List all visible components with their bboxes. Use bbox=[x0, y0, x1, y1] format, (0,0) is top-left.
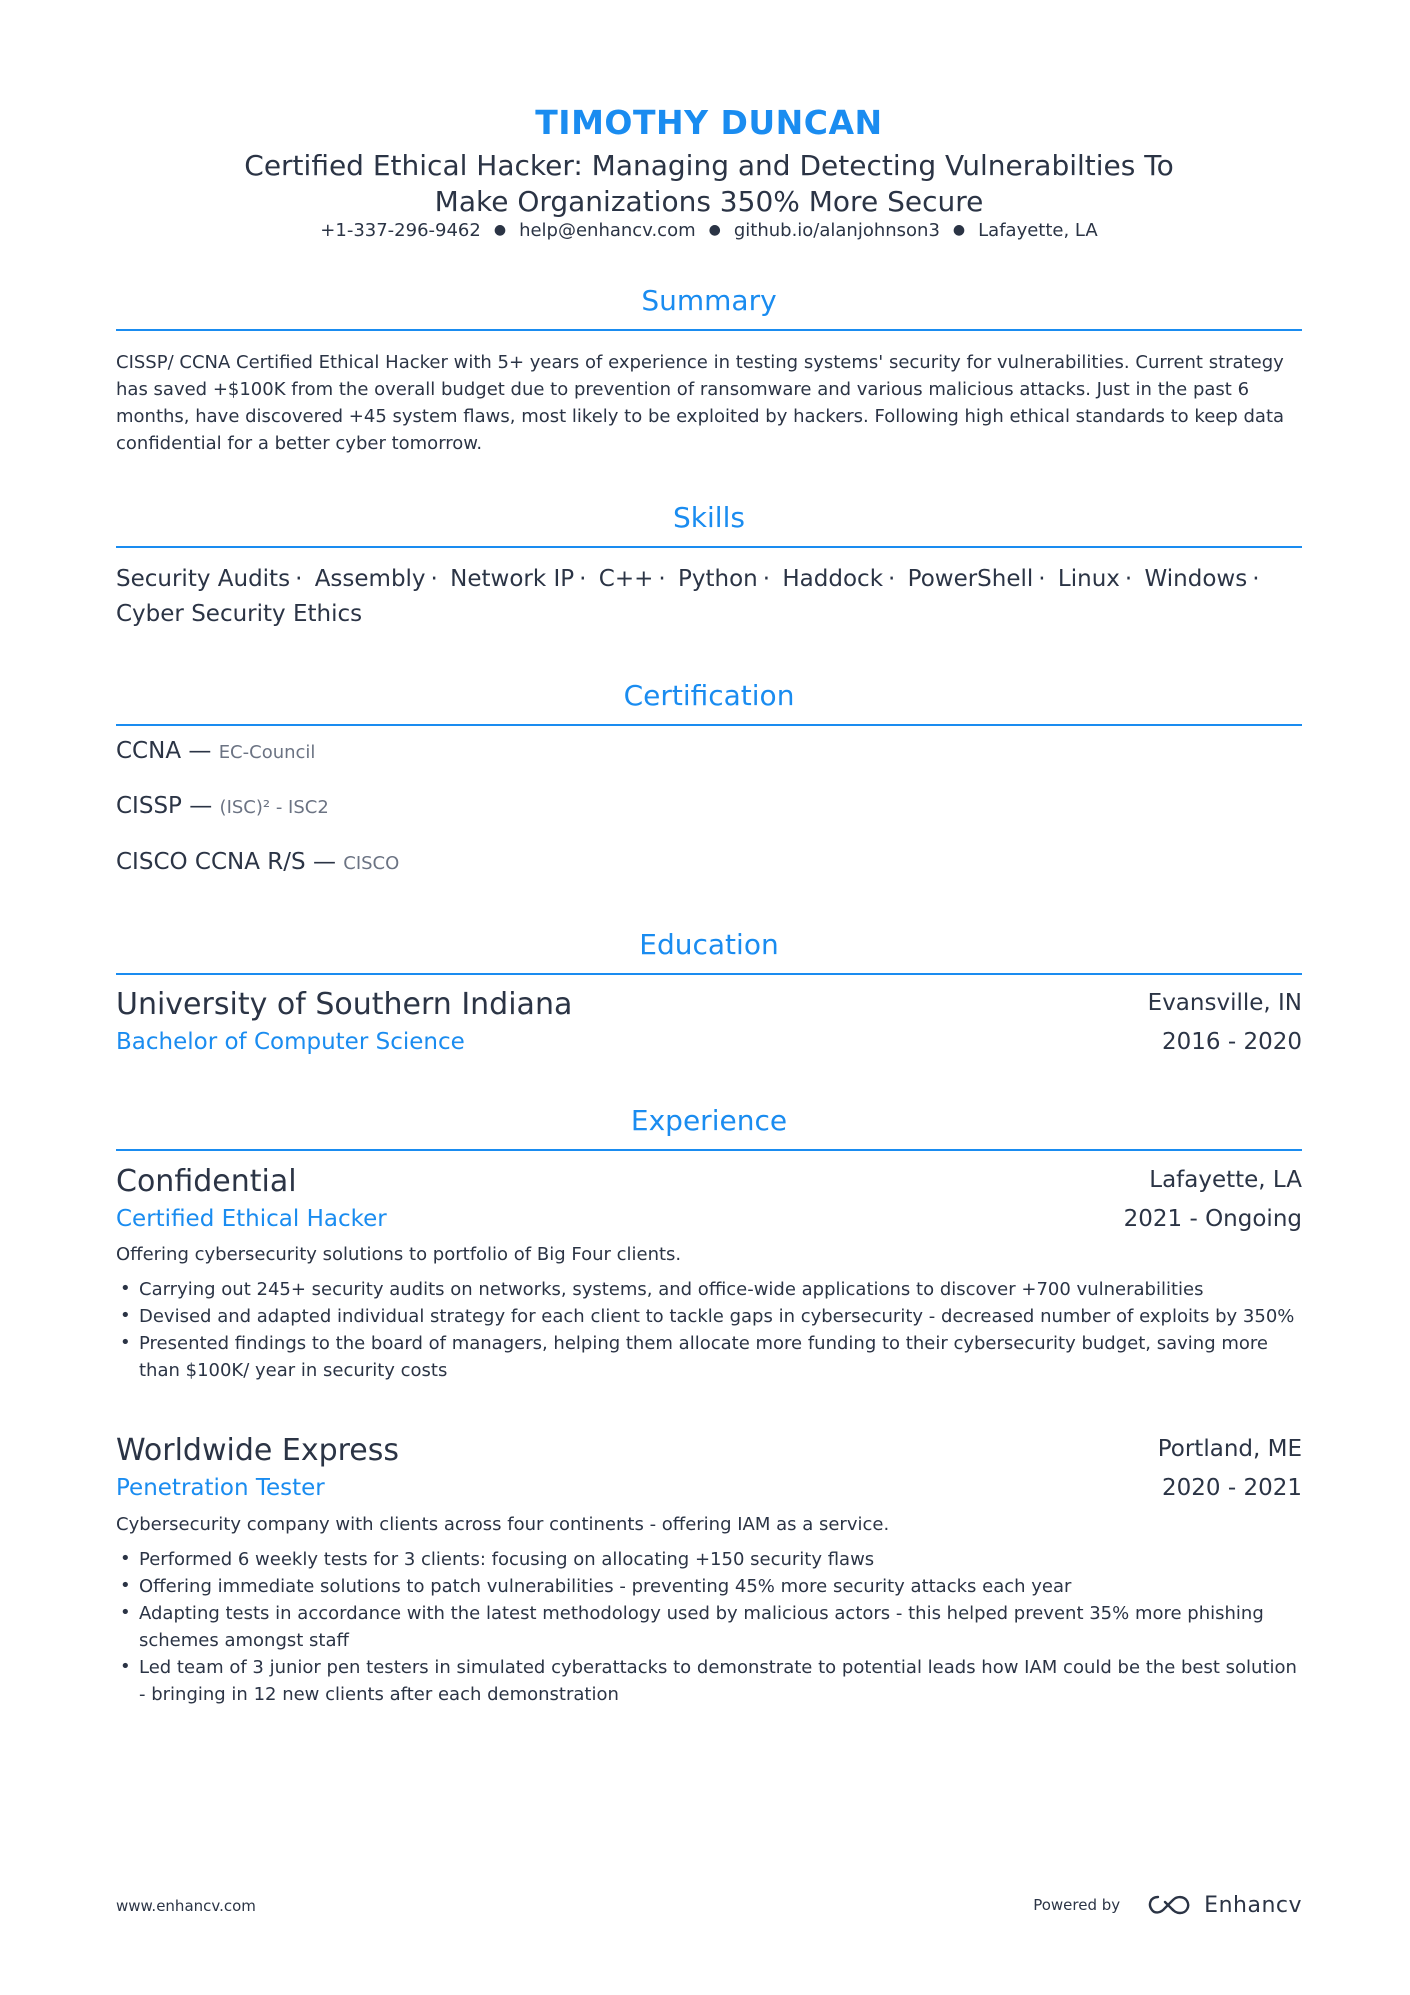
skill-separator: · bbox=[1038, 566, 1046, 592]
experience-location: Lafayette, LA bbox=[1149, 1167, 1302, 1193]
email: help@enhancv.com bbox=[519, 220, 696, 241]
experience-role: Certified Ethical Hacker bbox=[116, 1206, 387, 1232]
certification-dash: — bbox=[312, 849, 336, 875]
enhancv-logo-icon bbox=[1146, 1893, 1192, 1917]
skill-item: Assembly bbox=[314, 566, 426, 592]
section-title-skills: Skills bbox=[673, 501, 745, 534]
location: Lafayette, LA bbox=[978, 220, 1098, 241]
experience-dates: 2021 - Ongoing bbox=[1123, 1206, 1302, 1232]
skill-separator: · bbox=[579, 566, 587, 592]
section-divider bbox=[116, 973, 1302, 975]
experience-bullet: • Presented findings to the board of managers, helping them allocate more funding to their cybersecurity budget, saving more than $100K/ year in security costs bbox=[116, 1330, 1302, 1384]
skill-separator: · bbox=[762, 566, 771, 592]
skill-item: Linux bbox=[1057, 566, 1120, 592]
certification-item bbox=[116, 849, 399, 875]
certification-dash: — bbox=[189, 793, 213, 819]
certification-name: CISCO CCNA R/S bbox=[116, 849, 306, 875]
separator-dot: ● bbox=[708, 222, 721, 238]
skill-item: Security Audits bbox=[116, 566, 291, 592]
section-divider bbox=[116, 724, 1302, 726]
contact-line bbox=[116, 220, 1302, 241]
candidate-name: TIMOTHY DUNCAN bbox=[535, 103, 883, 142]
skill-item: Windows bbox=[1144, 566, 1248, 592]
experience-description: Cybersecurity company with clients across four continents - offering IAM as a service. bbox=[116, 1514, 890, 1535]
certification-item bbox=[116, 793, 329, 819]
footer-website-link[interactable]: www.enhancv.com bbox=[116, 1897, 256, 1915]
summary-text: CISSP/ CCNA Certified Ethical Hacker with 5+ years of experience in testing systems' security for vulnerabilities. Current strategy has saved +$100K from the overall budget due to prevention of ransomware and various malicious attacks. Just in the past 6 months, have discovered +45 system flaws, most likely to be exploited by hackers. Following high ethical standards to keep data confidential for a better cyber tomorrow. bbox=[116, 352, 1285, 454]
certification-issuer: EC-Council bbox=[218, 742, 316, 763]
experience-description: Offering cybersecurity solutions to portfolio of Big Four clients. bbox=[116, 1244, 682, 1265]
section-title-summary: Summary bbox=[641, 284, 777, 317]
section-divider bbox=[116, 1149, 1302, 1151]
education-location: Evansville, IN bbox=[1147, 990, 1302, 1016]
experience-bullet: • Adapting tests in accordance with the latest methodology used by malicious actors - this helped prevent 35% more phishing schemes amongst staff bbox=[116, 1600, 1302, 1654]
section-title-education: Education bbox=[639, 928, 779, 961]
headline: Certified Ethical Hacker: Managing and Detecting Vulnerabilties To Make Organizations 350% More Secure bbox=[244, 149, 1174, 218]
skills-list bbox=[116, 562, 1302, 632]
certification-issuer: CISCO bbox=[343, 853, 400, 874]
section-title-experience: Experience bbox=[630, 1104, 788, 1137]
skill-separator: · bbox=[295, 566, 303, 592]
skill-separator: · bbox=[888, 566, 896, 592]
phone: +1-337-296-9462 bbox=[320, 220, 481, 241]
education-school: University of Southern Indiana bbox=[116, 987, 573, 1022]
section-title-certification: Certification bbox=[623, 679, 795, 712]
skill-item: PowerShell bbox=[907, 566, 1034, 592]
section-divider bbox=[116, 546, 1302, 548]
certification-dash: — bbox=[188, 738, 212, 764]
skill-separator: · bbox=[658, 566, 666, 592]
experience-location: Portland, ME bbox=[1157, 1436, 1302, 1462]
experience-bullet: • Offering immediate solutions to patch vulnerabilities - preventing 45% more security attacks each year bbox=[116, 1573, 1302, 1600]
skill-item: Network IP bbox=[450, 566, 575, 592]
skill-separator: · bbox=[1252, 566, 1260, 592]
experience-bullet: • Performed 6 weekly tests for 3 clients: focusing on allocating +150 security flaws bbox=[116, 1546, 1302, 1573]
experience-company: Confidential bbox=[116, 1164, 297, 1199]
github-link: github.io/alanjohnson3 bbox=[733, 220, 940, 241]
certification-issuer: (ISC)² - ISC2 bbox=[219, 797, 329, 818]
certification-name: CCNA bbox=[116, 738, 182, 764]
section-divider bbox=[116, 329, 1302, 331]
skill-item: Haddock bbox=[782, 566, 884, 592]
separator-dot: ● bbox=[952, 222, 966, 238]
powered-by-label: Powered by bbox=[1033, 1896, 1121, 1914]
experience-bullets bbox=[116, 1276, 1302, 1384]
footer-branding bbox=[1033, 1889, 1302, 1921]
experience-bullet: • Led team of 3 junior pen testers in simulated cyberattacks to demonstrate to potential leads how IAM could be the best solution - bringing in 12 new clients after each demonstration bbox=[116, 1654, 1302, 1708]
experience-bullets bbox=[116, 1546, 1302, 1708]
resume-page bbox=[116, 0, 1302, 1995]
experience-role: Penetration Tester bbox=[116, 1475, 325, 1501]
separator-dot: ● bbox=[493, 222, 507, 238]
education-degree: Bachelor of Computer Science bbox=[116, 1029, 465, 1055]
skill-item: C++ bbox=[598, 566, 654, 592]
certification-name: CISSP bbox=[116, 793, 182, 819]
skill-item: Python bbox=[678, 566, 758, 592]
experience-bullet: • Carrying out 245+ security audits on networks, systems, and office-wide applications to discover +700 vulnerabilities bbox=[116, 1276, 1302, 1303]
certification-item bbox=[116, 738, 315, 764]
experience-company: Worldwide Express bbox=[116, 1433, 400, 1468]
education-dates: 2016 - 2020 bbox=[1162, 1029, 1302, 1055]
skill-separator: · bbox=[1124, 566, 1133, 592]
experience-dates: 2020 - 2021 bbox=[1162, 1475, 1302, 1501]
skill-separator: · bbox=[430, 566, 438, 592]
experience-bullet: • Devised and adapted individual strategy for each client to tackle gaps in cybersecurity - decreased number of exploits by 350% bbox=[116, 1303, 1302, 1330]
brand-name: Enhancv bbox=[1204, 1892, 1302, 1918]
skill-item: Cyber Security Ethics bbox=[116, 601, 363, 627]
